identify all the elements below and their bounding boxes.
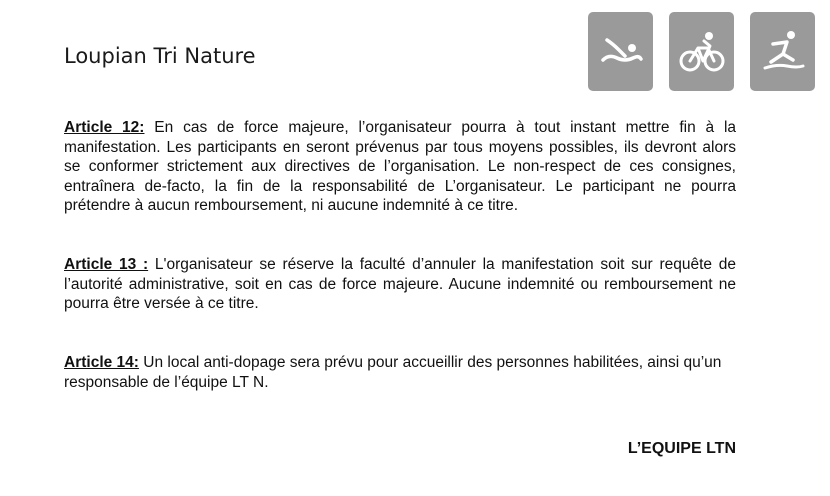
- signature: L’EQUIPE LTN: [627, 440, 736, 457]
- document-title: Loupian Tri Nature: [64, 44, 256, 68]
- article-12: [64, 118, 736, 216]
- article-13-label: Article 13 :: [64, 256, 149, 273]
- swim-icon: [588, 12, 653, 91]
- article-12-label: Article 12:: [64, 119, 145, 136]
- article-14-text: Un local anti-dopage sera prévu pour accueillir des personnes habilitées, ainsi qu’un responsable de l’équipe LT N.: [64, 354, 722, 391]
- run-icon: [750, 12, 815, 91]
- article-14: [64, 353, 736, 392]
- article-14-label: Article 14:: [64, 354, 139, 371]
- bike-icon: [669, 12, 734, 91]
- article-12-text: En cas de force majeure, l’organisateur pourra à tout instant mettre fin à la manifestation. Les participants en seront prévenus par tous moyens possibles, ils devront alors se conformer strictement aux directives de l’organisation. Le non-respect de ces consignes, entraînera de-facto, la fin de la responsabilité de L’organisateur. Le participant ne pourra prétendre à aucun remboursement, ni aucune indemnité à ce titre.: [64, 119, 737, 214]
- article-13-text: L'organisateur se réserve la faculté d’annuler la manifestation soit sur requête de l’autorité administrative, soit en cas de force majeure. Aucune indemnité ou remboursement ne pourra être versée à ce titre.: [64, 256, 737, 312]
- sport-icons: [588, 12, 815, 91]
- article-13: [64, 255, 736, 314]
